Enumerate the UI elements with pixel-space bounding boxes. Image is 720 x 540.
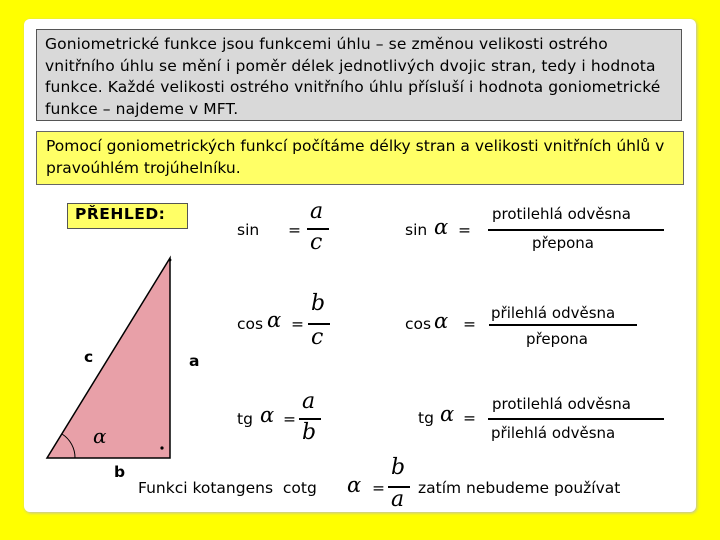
sin-word-name: sin <box>405 221 428 239</box>
cos-word-angle: α <box>434 309 449 333</box>
sin-word-eq: = <box>458 221 471 239</box>
tg-angle: α <box>260 403 275 427</box>
cotangent-numerator: b <box>391 455 406 480</box>
cos-denominator: c <box>311 325 324 350</box>
intro-text: Goniometrické funkce jsou funkcemi úhlu – se změnou velikosti ostrého vnitřního úhlu se mění i poměr délek jednotlivých dvojic stran, tedy i hodnota funkce. Každé velikosti ostrého vnitřního úhlu přísluší i hodnota goniometrické funkce – najdeme v MFT. <box>45 35 661 118</box>
tg-word-numerator: protilehlá odvěsna <box>492 395 631 413</box>
vertex-dot <box>169 259 172 262</box>
cotangent-angle: α <box>347 473 362 497</box>
right-triangle <box>47 258 170 458</box>
tg-word-denominator: přilehlá odvěsna <box>491 424 616 442</box>
sin-word-numerator: protilehlá odvěsna <box>492 205 631 223</box>
sin-word-angle: α <box>434 215 449 239</box>
triangle-angle-label: α <box>93 424 107 448</box>
cos-word-fraction-bar <box>489 324 637 326</box>
sin-name: sin <box>237 221 260 239</box>
sin-word-denominator: přepona <box>532 234 594 252</box>
cos-angle: α <box>267 308 282 332</box>
sin-word-fraction-bar <box>488 229 664 231</box>
highlight-text: Pomocí goniometrických funkcí počítáme délky stran a velikosti vnitřních úhlů v pravoúhlém trojúhelníku. <box>46 137 665 177</box>
side-a-label: a <box>189 352 200 370</box>
cotangent-denominator: a <box>391 487 405 512</box>
tg-denominator: b <box>302 420 317 445</box>
cos-eq: = <box>291 315 304 333</box>
tg-eq: = <box>283 410 296 428</box>
tg-word-fraction-bar <box>488 418 664 420</box>
cotangent-eq: = <box>372 479 385 497</box>
sin-numerator: a <box>310 199 324 224</box>
overview-label: PŘEHLED: <box>67 203 188 229</box>
side-b-label: b <box>114 463 126 481</box>
cos-word-eq: = <box>463 315 476 333</box>
tg-word-name: tg <box>418 409 434 427</box>
cos-numerator: b <box>311 291 326 316</box>
sin-denominator: c <box>310 230 323 255</box>
cos-word-denominator: přepona <box>526 330 588 348</box>
cos-name: cos <box>237 315 264 333</box>
cotangent-suffix: zatím nebudeme používat <box>418 479 621 497</box>
cos-word-name: cos <box>405 315 432 333</box>
right-angle-dot <box>160 446 163 449</box>
cotangent-prefix: Funkci kotangens cotg <box>138 479 317 497</box>
tg-word-angle: α <box>440 402 455 426</box>
sin-eq: = <box>288 221 301 239</box>
cos-word-numerator: přilehlá odvěsna <box>491 304 616 322</box>
tg-word-eq: = <box>463 409 476 427</box>
tg-name: tg <box>237 410 253 428</box>
side-c-label: c <box>84 348 94 366</box>
tg-numerator: a <box>302 389 316 414</box>
